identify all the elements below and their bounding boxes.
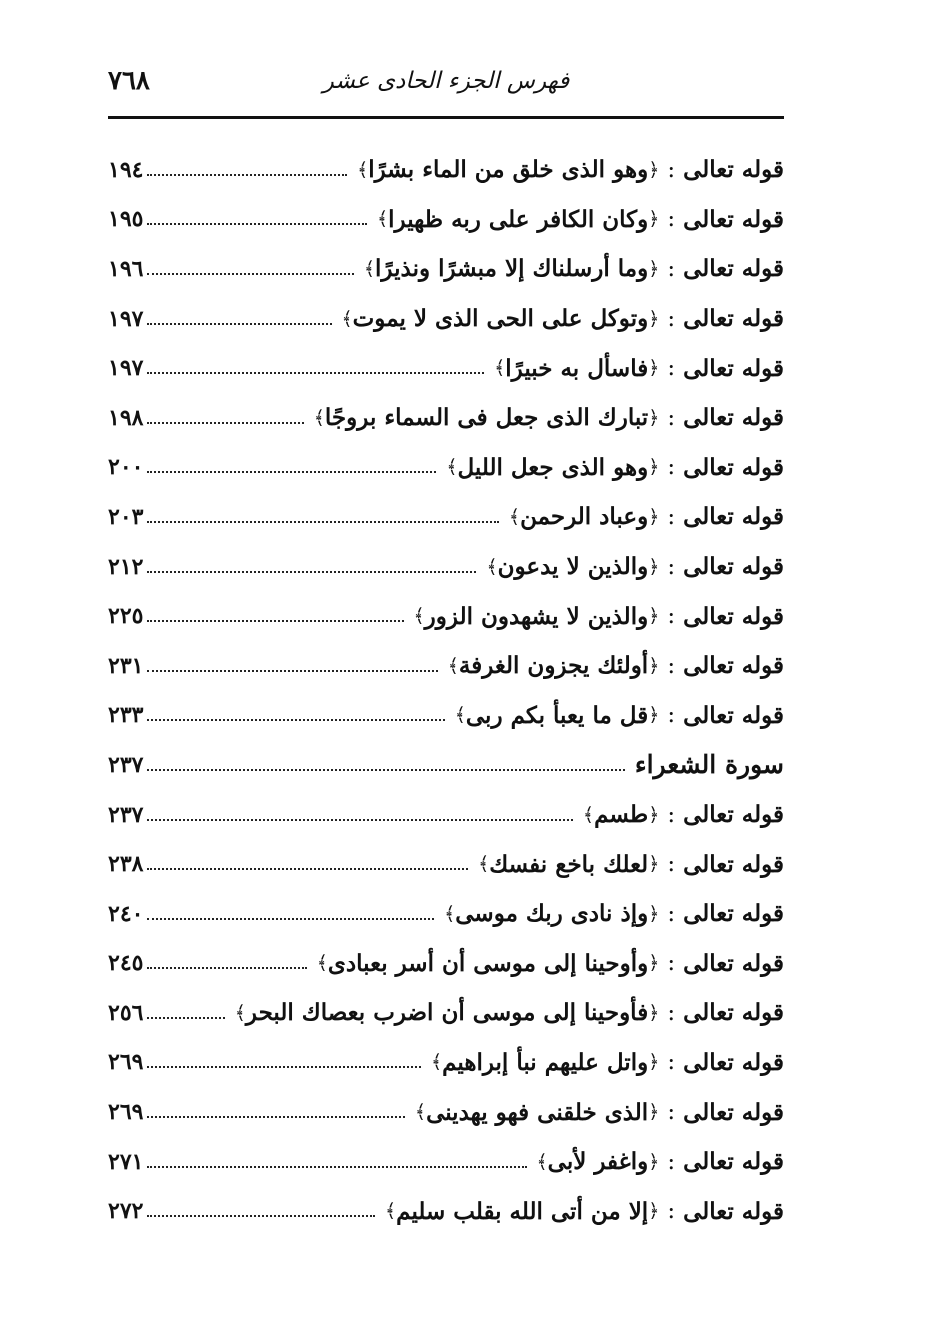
ornament-close: ﴾	[508, 505, 521, 528]
ornament-close: ﴾	[234, 1001, 246, 1024]
verse-text: وأوحينا إلى موسى أن أسر بعبادى	[327, 949, 649, 977]
ornament-open: ﴿	[648, 853, 660, 876]
verse-text: طسم	[594, 801, 649, 829]
entry-colon: :	[667, 652, 676, 679]
ornament-open: ﴿	[648, 505, 660, 528]
entry-colon: :	[667, 355, 676, 382]
entry-colon: :	[667, 404, 676, 431]
entry-colon: :	[667, 950, 676, 977]
entry-page-number: ٢٣٧	[108, 751, 144, 778]
verse-text: وكان الكافر على ربه ظهيرا	[388, 205, 649, 233]
entry-prefix: قوله تعالى	[683, 305, 784, 333]
ornament-close: ﴾	[536, 1150, 548, 1173]
entry-colon: :	[667, 900, 676, 927]
index-entry	[108, 988, 784, 1038]
entry-prefix: قوله تعالى	[683, 255, 784, 283]
entry-colon: :	[667, 702, 676, 729]
ornament-open: ﴿	[648, 1001, 660, 1024]
dot-leader	[147, 372, 484, 374]
verse-text: تبارك الذى جعل فى السماء بروجًا	[324, 404, 649, 432]
entry-page-number: ٢٣٧	[108, 801, 144, 828]
index-entry	[108, 641, 784, 691]
ornament-close: ﴾	[377, 208, 389, 231]
ornament-close: ﴾	[430, 1051, 443, 1074]
entry-page-number: ١٩٨	[108, 404, 144, 431]
entry-prefix: قوله تعالى	[683, 652, 784, 680]
entry-page-number: ٢٦٩	[108, 1099, 144, 1126]
dot-leader	[147, 769, 624, 771]
verse-text: واتل عليهم نبأ إبراهيم	[442, 1048, 649, 1076]
dot-leader	[147, 620, 403, 622]
index-entries	[108, 145, 784, 1236]
ornament-open: ﴿	[648, 406, 660, 429]
verse-text: وهو الذى جعل الليل	[457, 453, 649, 481]
ornament-close: ﴾	[313, 406, 325, 429]
dot-leader	[147, 1116, 404, 1118]
index-entry	[108, 1087, 784, 1137]
entry-page-number: ٢٥٦	[108, 999, 144, 1026]
verse-text: فاسأل به خبيرًا	[505, 354, 649, 382]
entry-colon: :	[667, 156, 676, 183]
verse-text: أولئك يجزون الغرفة	[458, 652, 649, 680]
verse-text: والذين لا يدعون	[497, 553, 649, 581]
verse-text: فأوحينا إلى موسى أن اضرب بعصاك البحر	[245, 999, 649, 1027]
ornament-close: ﴾	[447, 654, 459, 677]
entry-prefix: قوله تعالى	[683, 205, 784, 233]
entry-prefix: قوله تعالى	[683, 1098, 784, 1126]
dot-leader	[147, 719, 444, 721]
ornament-close: ﴾	[413, 605, 425, 628]
entry-prefix: قوله تعالى	[683, 900, 784, 928]
entry-prefix: قوله تعالى	[683, 156, 784, 184]
entry-prefix: قوله تعالى	[683, 701, 784, 729]
entry-colon: :	[667, 603, 676, 630]
ornament-open: ﴿	[648, 307, 660, 330]
ornament-close: ﴾	[486, 555, 498, 578]
ornament-open: ﴿	[648, 1101, 660, 1124]
entry-prefix: قوله تعالى	[683, 1197, 784, 1225]
index-entry	[108, 1186, 784, 1236]
entry-page-number: ٢١٢	[108, 553, 144, 580]
entry-colon: :	[667, 1148, 676, 1175]
index-entry	[108, 244, 784, 294]
entry-prefix: قوله تعالى	[683, 354, 784, 382]
verse-text: لعلك باخع نفسك	[489, 850, 649, 878]
ornament-open: ﴿	[648, 257, 660, 280]
index-entry	[108, 839, 784, 889]
ornament-open: ﴿	[648, 803, 660, 826]
entry-prefix: قوله تعالى	[683, 1148, 784, 1176]
entry-colon: :	[667, 206, 676, 233]
verse-text: الذى خلقنى فهو يهدينى	[426, 1098, 649, 1126]
index-entry	[108, 145, 784, 195]
ornament-open: ﴿	[648, 555, 660, 578]
entry-prefix: قوله تعالى	[683, 850, 784, 878]
entry-page-number: ١٩٧	[108, 355, 144, 382]
entry-colon: :	[667, 1198, 676, 1225]
dot-leader	[147, 422, 303, 424]
ornament-open: ﴿	[648, 1200, 660, 1223]
index-entry	[108, 542, 784, 592]
index-entry	[108, 790, 784, 840]
index-entry	[108, 393, 784, 443]
dot-leader	[147, 174, 347, 176]
ornament-close: ﴾	[385, 1200, 397, 1223]
dot-leader	[147, 273, 353, 275]
ornament-close: ﴾	[478, 853, 490, 876]
ornament-close: ﴾	[446, 456, 458, 479]
header-rule	[108, 116, 784, 119]
dot-leader	[147, 670, 437, 672]
ornament-open: ﴿	[648, 208, 660, 231]
entry-colon: :	[667, 999, 676, 1026]
entry-page-number: ٢٤٠	[108, 900, 144, 927]
index-entry	[108, 492, 784, 542]
surah-heading-row	[108, 740, 784, 790]
verse-text: وتوكل على الحى الذى لا يموت	[352, 305, 649, 333]
index-entry	[108, 1137, 784, 1187]
entry-page-number: ١٩٦	[108, 255, 144, 282]
entry-page-number: ٢٣١	[108, 652, 144, 679]
index-entry	[108, 195, 784, 245]
verse-text: وإذ نادى ربك موسى	[455, 900, 649, 928]
ornament-close: ﴾	[341, 307, 353, 330]
surah-title: سورة الشعراء	[634, 750, 784, 780]
entry-colon: :	[667, 801, 676, 828]
ornament-open: ﴿	[648, 952, 660, 975]
entry-prefix: قوله تعالى	[683, 553, 784, 581]
entry-prefix: قوله تعالى	[683, 602, 784, 630]
verse-text: وما أرسلناك إلا مبشرًا ونذيرًا	[375, 255, 649, 283]
entry-prefix: قوله تعالى	[683, 949, 784, 977]
entry-page-number: ٢٣٨	[108, 851, 144, 878]
dot-leader	[147, 323, 331, 325]
dot-leader	[147, 1215, 375, 1217]
dot-leader	[147, 223, 367, 225]
entry-prefix: قوله تعالى	[683, 453, 784, 481]
index-entry	[108, 591, 784, 641]
entry-page-number: ٢٧١	[108, 1148, 144, 1175]
entry-prefix: قوله تعالى	[683, 801, 784, 829]
ornament-open: ﴿	[648, 158, 660, 181]
page-number: ٧٦٨	[108, 66, 150, 96]
ornament-close: ﴾	[414, 1101, 427, 1124]
index-entry	[108, 343, 784, 393]
entry-page-number: ٢٦٩	[108, 1049, 144, 1076]
entry-prefix: قوله تعالى	[683, 1048, 784, 1076]
dot-leader	[147, 471, 436, 473]
index-entry	[108, 294, 784, 344]
entry-colon: :	[667, 503, 676, 530]
entry-page-number: ٢٧٢	[108, 1198, 144, 1225]
entry-page-number: ٢٢٥	[108, 603, 144, 630]
ornament-close: ﴾	[454, 704, 466, 727]
page-header	[108, 66, 784, 106]
dot-leader	[147, 1017, 224, 1019]
dot-leader	[147, 1166, 526, 1168]
entry-page-number: ٢٤٥	[108, 950, 144, 977]
ornament-close: ﴾	[494, 357, 506, 380]
entry-prefix: قوله تعالى	[683, 503, 784, 531]
verse-text: قل ما يعبأ بكم ربى	[465, 701, 649, 729]
entry-page-number: ٢٠٠	[108, 454, 144, 481]
ornament-open: ﴿	[648, 605, 660, 628]
ornament-open: ﴿	[648, 1051, 660, 1074]
entry-colon: :	[667, 1049, 676, 1076]
entry-colon: :	[667, 1099, 676, 1126]
entry-colon: :	[667, 454, 676, 481]
index-entry	[108, 1038, 784, 1088]
index-entry	[108, 889, 784, 939]
entry-prefix: قوله تعالى	[683, 999, 784, 1027]
dot-leader	[147, 868, 468, 870]
entry-page-number: ٢٠٣	[108, 503, 144, 530]
ornament-close: ﴾	[363, 257, 376, 280]
entry-colon: :	[667, 255, 676, 282]
ornament-open: ﴿	[648, 902, 660, 925]
dot-leader	[147, 1066, 420, 1068]
ornament-close: ﴾	[444, 902, 456, 925]
ornament-close: ﴾	[357, 158, 369, 181]
index-entry	[108, 443, 784, 493]
ornament-open: ﴿	[648, 654, 660, 677]
entry-page-number: ٢٣٣	[108, 702, 144, 729]
running-title: فهرس الجزء الحادى عشر	[322, 68, 570, 94]
verse-text: إلا من أتى الله بقلب سليم	[396, 1197, 649, 1225]
ornament-open: ﴿	[648, 456, 660, 479]
dot-leader	[147, 967, 306, 969]
entry-colon: :	[667, 851, 676, 878]
verse-text: واغفر لأبى	[547, 1148, 649, 1176]
dot-leader	[147, 571, 476, 573]
entry-colon: :	[667, 305, 676, 332]
dot-leader	[147, 521, 498, 523]
ornament-open: ﴿	[648, 1150, 660, 1173]
index-entry	[108, 939, 784, 989]
entry-colon: :	[667, 553, 676, 580]
ornament-close: ﴾	[582, 803, 595, 826]
entry-page-number: ١٩٧	[108, 305, 144, 332]
ornament-open: ﴿	[648, 357, 660, 380]
verse-text: والذين لا يشهدون الزور	[424, 602, 649, 630]
entry-page-number: ١٩٥	[108, 206, 144, 233]
verse-text: وعباد الرحمن	[520, 503, 649, 531]
entry-page-number: ١٩٤	[108, 156, 144, 183]
ornament-close: ﴾	[316, 952, 328, 975]
ornament-open: ﴿	[648, 704, 660, 727]
index-entry	[108, 691, 784, 741]
verse-text: وهو الذى خلق من الماء بشرًا	[368, 156, 649, 184]
entry-prefix: قوله تعالى	[683, 404, 784, 432]
dot-leader	[147, 918, 434, 920]
dot-leader	[147, 819, 572, 821]
